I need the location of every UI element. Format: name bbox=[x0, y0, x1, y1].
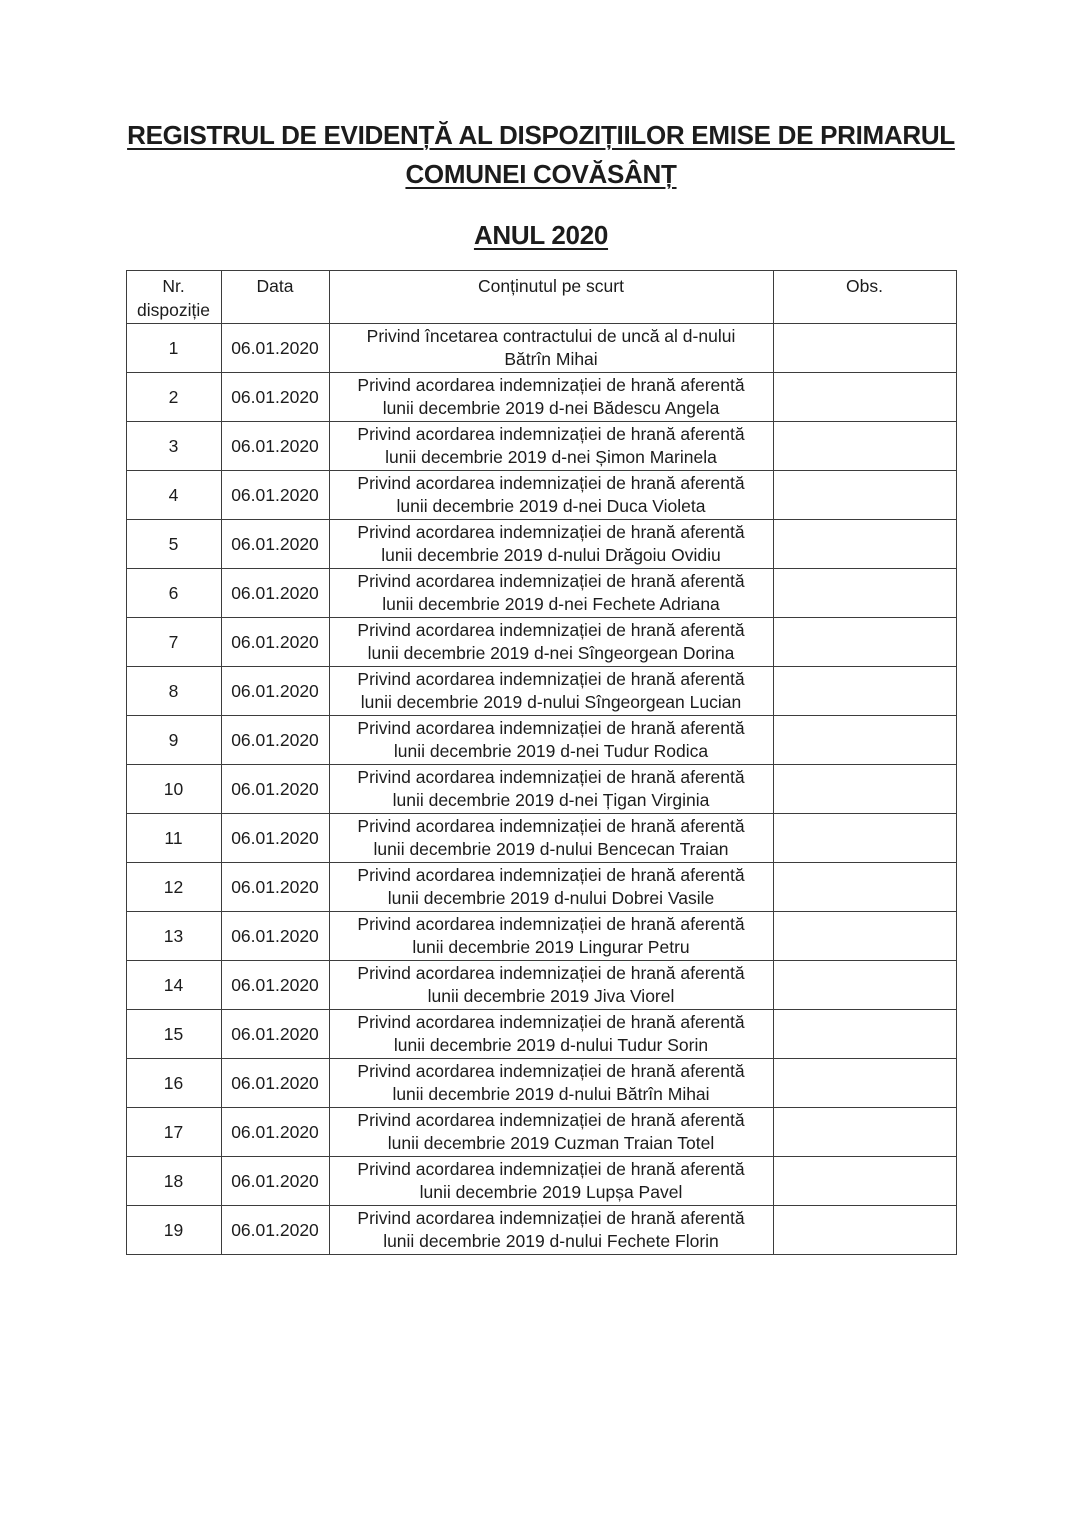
table-row bbox=[126, 569, 956, 618]
document-title-line2: COMUNEI COVĂSÂNȚ bbox=[405, 159, 677, 189]
cell-obs bbox=[773, 520, 956, 569]
cell-continut-line1: Privind acordarea indemnizației de hrană aferentă bbox=[357, 669, 745, 689]
cell-data: 06.01.2020 bbox=[221, 373, 329, 422]
cell-nr-dispozitie: 4 bbox=[126, 471, 221, 520]
cell-data: 06.01.2020 bbox=[221, 814, 329, 863]
cell-continut bbox=[329, 912, 773, 961]
cell-obs bbox=[773, 716, 956, 765]
cell-continut bbox=[329, 618, 773, 667]
cell-nr-dispozitie: 1 bbox=[126, 324, 221, 373]
cell-continut-line2: lunii decembrie 2019 Jiva Viorel bbox=[427, 986, 675, 1006]
cell-continut-line1: Privind acordarea indemnizației de hrană aferentă bbox=[357, 1208, 745, 1228]
cell-continut-line1: Privind acordarea indemnizației de hrană aferentă bbox=[357, 1012, 745, 1032]
cell-nr-dispozitie: 13 bbox=[126, 912, 221, 961]
cell-nr-dispozitie: 18 bbox=[126, 1157, 221, 1206]
column-header-nr-dispozitie bbox=[126, 271, 221, 324]
column-header-nr-line2: dispoziție bbox=[137, 300, 210, 320]
cell-data: 06.01.2020 bbox=[221, 961, 329, 1010]
cell-data: 06.01.2020 bbox=[221, 422, 329, 471]
table-row bbox=[126, 716, 956, 765]
cell-continut-line1: Privind acordarea indemnizației de hrană aferentă bbox=[357, 718, 745, 738]
document-title bbox=[40, 116, 1042, 194]
cell-nr-dispozitie: 10 bbox=[126, 765, 221, 814]
table-header-row bbox=[126, 271, 956, 324]
table-row bbox=[126, 961, 956, 1010]
cell-continut-line2: lunii decembrie 2019 Cuzman Traian Totel bbox=[387, 1133, 715, 1153]
cell-continut-line2: lunii decembrie 2019 d-nei Sîngeorgean Dorina bbox=[367, 643, 735, 663]
cell-continut bbox=[329, 1059, 773, 1108]
cell-continut bbox=[329, 324, 773, 373]
cell-nr-dispozitie: 5 bbox=[126, 520, 221, 569]
cell-continut-line1: Privind acordarea indemnizației de hrană aferentă bbox=[357, 522, 745, 542]
cell-continut-line1: Privind acordarea indemnizației de hrană aferentă bbox=[357, 865, 745, 885]
cell-obs bbox=[773, 373, 956, 422]
cell-continut-line1: Privind acordarea indemnizației de hrană aferentă bbox=[357, 620, 745, 640]
cell-data: 06.01.2020 bbox=[221, 863, 329, 912]
cell-obs bbox=[773, 618, 956, 667]
cell-continut-line1: Privind acordarea indemnizației de hrană aferentă bbox=[357, 375, 745, 395]
table-row bbox=[126, 618, 956, 667]
table-row bbox=[126, 373, 956, 422]
cell-continut-line2: lunii decembrie 2019 d-nului Sîngeorgean Lucian bbox=[360, 692, 742, 712]
cell-nr-dispozitie: 2 bbox=[126, 373, 221, 422]
cell-data: 06.01.2020 bbox=[221, 667, 329, 716]
cell-continut bbox=[329, 471, 773, 520]
column-header-continut: Conținutul pe scurt bbox=[329, 271, 773, 324]
cell-continut-line2: lunii decembrie 2019 d-nului Dobrei Vasile bbox=[387, 888, 715, 908]
cell-continut-line1: Privind acordarea indemnizației de hrană aferentă bbox=[357, 424, 745, 444]
cell-nr-dispozitie: 9 bbox=[126, 716, 221, 765]
table-row bbox=[126, 422, 956, 471]
table-row bbox=[126, 1108, 956, 1157]
cell-obs bbox=[773, 765, 956, 814]
cell-continut-line1: Privind acordarea indemnizației de hrană aferentă bbox=[357, 1061, 745, 1081]
column-header-data: Data bbox=[221, 271, 329, 324]
cell-data: 06.01.2020 bbox=[221, 1157, 329, 1206]
cell-continut bbox=[329, 422, 773, 471]
year-heading bbox=[40, 220, 1042, 250]
cell-nr-dispozitie: 15 bbox=[126, 1010, 221, 1059]
cell-continut-line2: lunii decembrie 2019 d-nului Tudur Sorin bbox=[393, 1035, 709, 1055]
cell-obs bbox=[773, 422, 956, 471]
cell-data: 06.01.2020 bbox=[221, 765, 329, 814]
cell-continut bbox=[329, 1157, 773, 1206]
cell-continut-line2: lunii decembrie 2019 Lupșa Pavel bbox=[419, 1182, 683, 1202]
cell-obs bbox=[773, 324, 956, 373]
cell-continut-line1: Privind acordarea indemnizației de hrană aferentă bbox=[357, 473, 745, 493]
cell-continut-line1: Privind acordarea indemnizației de hrană aferentă bbox=[357, 767, 745, 787]
cell-continut-line1: Privind acordarea indemnizației de hrană aferentă bbox=[357, 963, 745, 983]
document-page bbox=[0, 116, 1082, 1255]
table-row bbox=[126, 863, 956, 912]
table-row bbox=[126, 1206, 956, 1255]
register-table bbox=[126, 270, 957, 1255]
cell-obs bbox=[773, 961, 956, 1010]
cell-continut-line2: lunii decembrie 2019 d-nei Bădescu Angela bbox=[382, 398, 720, 418]
cell-continut-line1: Privind acordarea indemnizației de hrană aferentă bbox=[357, 914, 745, 934]
cell-obs bbox=[773, 667, 956, 716]
cell-data: 06.01.2020 bbox=[221, 1010, 329, 1059]
cell-nr-dispozitie: 3 bbox=[126, 422, 221, 471]
cell-continut-line1: Privind acordarea indemnizației de hrană aferentă bbox=[357, 1159, 745, 1179]
cell-continut bbox=[329, 1108, 773, 1157]
cell-continut bbox=[329, 520, 773, 569]
cell-obs bbox=[773, 1206, 956, 1255]
cell-obs bbox=[773, 1108, 956, 1157]
cell-continut bbox=[329, 765, 773, 814]
table-row bbox=[126, 1157, 956, 1206]
cell-data: 06.01.2020 bbox=[221, 912, 329, 961]
table-row bbox=[126, 471, 956, 520]
table-row bbox=[126, 324, 956, 373]
cell-continut bbox=[329, 1010, 773, 1059]
cell-nr-dispozitie: 7 bbox=[126, 618, 221, 667]
cell-continut bbox=[329, 863, 773, 912]
cell-data: 06.01.2020 bbox=[221, 1108, 329, 1157]
table-row bbox=[126, 912, 956, 961]
cell-obs bbox=[773, 1059, 956, 1108]
cell-nr-dispozitie: 8 bbox=[126, 667, 221, 716]
cell-data: 06.01.2020 bbox=[221, 1206, 329, 1255]
table-row bbox=[126, 520, 956, 569]
table-row bbox=[126, 1059, 956, 1108]
cell-nr-dispozitie: 11 bbox=[126, 814, 221, 863]
cell-continut bbox=[329, 1206, 773, 1255]
cell-continut-line1: Privind acordarea indemnizației de hrană aferentă bbox=[357, 571, 745, 591]
document-title-line1: REGISTRUL DE EVIDENȚĂ AL DISPOZIȚIILOR EMISE DE PRIMARUL bbox=[127, 120, 955, 150]
cell-nr-dispozitie: 16 bbox=[126, 1059, 221, 1108]
cell-data: 06.01.2020 bbox=[221, 618, 329, 667]
cell-continut-line2: lunii decembrie 2019 d-nei Duca Violeta bbox=[396, 496, 706, 516]
cell-continut-line2: lunii decembrie 2019 d-nei Fechete Adriana bbox=[382, 594, 720, 614]
cell-data: 06.01.2020 bbox=[221, 471, 329, 520]
cell-continut-line2: lunii decembrie 2019 d-nului Bencecan Traian bbox=[373, 839, 729, 859]
cell-continut bbox=[329, 373, 773, 422]
cell-continut-line2: Bătrîn Mihai bbox=[504, 349, 598, 369]
cell-continut-line2: lunii decembrie 2019 d-nei Șimon Marinela bbox=[385, 447, 717, 467]
cell-obs bbox=[773, 471, 956, 520]
cell-obs bbox=[773, 1010, 956, 1059]
cell-nr-dispozitie: 17 bbox=[126, 1108, 221, 1157]
table-header bbox=[126, 271, 956, 324]
cell-continut bbox=[329, 569, 773, 618]
cell-nr-dispozitie: 14 bbox=[126, 961, 221, 1010]
table-row bbox=[126, 667, 956, 716]
cell-continut-line2: lunii decembrie 2019 d-nei Țigan Virginia bbox=[392, 790, 710, 810]
cell-continut bbox=[329, 961, 773, 1010]
cell-nr-dispozitie: 19 bbox=[126, 1206, 221, 1255]
cell-nr-dispozitie: 6 bbox=[126, 569, 221, 618]
cell-continut-line1: Privind încetarea contractului de uncă al d-nului bbox=[366, 326, 736, 346]
cell-data: 06.01.2020 bbox=[221, 324, 329, 373]
table-row bbox=[126, 765, 956, 814]
table-body bbox=[126, 324, 956, 1255]
column-header-obs: Obs. bbox=[773, 271, 956, 324]
cell-data: 06.01.2020 bbox=[221, 520, 329, 569]
cell-data: 06.01.2020 bbox=[221, 569, 329, 618]
cell-continut-line2: lunii decembrie 2019 d-nului Drăgoiu Ovidiu bbox=[381, 545, 721, 565]
cell-obs bbox=[773, 912, 956, 961]
cell-data: 06.01.2020 bbox=[221, 716, 329, 765]
cell-continut-line1: Privind acordarea indemnizației de hrană aferentă bbox=[357, 1110, 745, 1130]
column-header-nr-line1: Nr. bbox=[162, 276, 185, 296]
year-heading-text: ANUL 2020 bbox=[473, 220, 609, 250]
cell-continut-line2: lunii decembrie 2019 Lingurar Petru bbox=[412, 937, 690, 957]
cell-continut-line2: lunii decembrie 2019 d-nului Bătrîn Mihai bbox=[392, 1084, 710, 1104]
cell-obs bbox=[773, 863, 956, 912]
table-row bbox=[126, 1010, 956, 1059]
cell-continut-line1: Privind acordarea indemnizației de hrană aferentă bbox=[357, 816, 745, 836]
cell-data: 06.01.2020 bbox=[221, 1059, 329, 1108]
cell-nr-dispozitie: 12 bbox=[126, 863, 221, 912]
cell-obs bbox=[773, 569, 956, 618]
cell-obs bbox=[773, 1157, 956, 1206]
cell-obs bbox=[773, 814, 956, 863]
cell-continut bbox=[329, 667, 773, 716]
cell-continut-line2: lunii decembrie 2019 d-nei Tudur Rodica bbox=[393, 741, 709, 761]
cell-continut bbox=[329, 814, 773, 863]
table-row bbox=[126, 814, 956, 863]
cell-continut bbox=[329, 716, 773, 765]
cell-continut-line2: lunii decembrie 2019 d-nului Fechete Florin bbox=[383, 1231, 719, 1251]
